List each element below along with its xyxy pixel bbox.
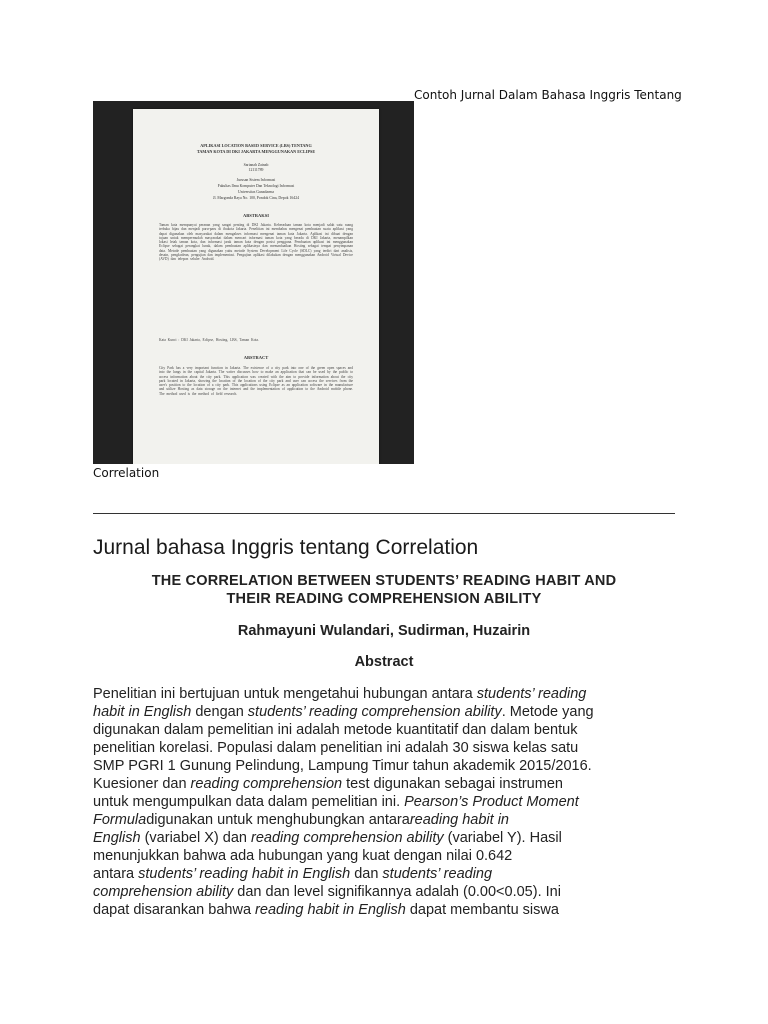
thumb-author: Sarianah Zainab — [243, 163, 269, 167]
thumb-author-id: 12111789 — [248, 168, 264, 172]
abstract-line-4: penelitian korelasi. Populasi dalam penelitian ini adalah 30 siswa kelas satu — [93, 740, 579, 756]
abstract-line-9: English (variabel X) dan reading comprehension ability (variabel Y). Hasil — [93, 830, 562, 846]
abstract-line-10: menunjukkan bahwa ada hubungan yang kuat dengan nilai 0.642 — [93, 848, 513, 864]
image-caption-top: Contoh Jurnal Dalam Bahasa Inggris Tentang — [414, 88, 682, 102]
thumb-title-line1: APLIKASI LOCATION BASED SERVICE (LBS) TENTANG — [200, 143, 312, 148]
thumb-abstract-heading: ABSTRACT — [243, 355, 269, 360]
thumb-dept: Jurusan Sistem Informasi — [236, 178, 276, 182]
journal-page-thumbnail — [133, 109, 379, 464]
paper-title-line2: THEIR READING COMPREHENSION ABILITY — [226, 591, 542, 607]
image-caption-bottom: Correlation — [93, 466, 160, 480]
page-title: Jurnal bahasa Inggris tentang Correlation — [93, 536, 479, 559]
paper-title-line1: THE CORRELATION BETWEEN STUDENTS’ READING HABIT AND — [151, 573, 617, 589]
abstract-line-11: antara students’ reading habit in English dan students’ reading — [93, 866, 493, 882]
paper-title — [93, 572, 675, 608]
abstract-line-2: habit in English dengan students’ reading comprehension ability. Metode yang — [93, 704, 594, 720]
journal-page-photo — [93, 101, 414, 464]
thumb-title-line2: TAMAN KOTA DI DKI JAKARTA MENGGUNAKAN ECLIPSE — [196, 149, 316, 154]
abstract-line-7: untuk mengumpulkan data dalam pemelitian ini. Pearson’s Product Moment — [93, 794, 579, 810]
paper-authors: Rahmayuni Wulandari, Sudirman, Huzairin — [237, 623, 531, 639]
abstract-heading: Abstract — [354, 654, 414, 670]
divider — [93, 513, 675, 514]
abstract-line-6: Kuesioner dan reading comprehension test digunakan sebagai instrumen — [93, 776, 563, 792]
abstract-line-5: SMP PGRI 1 Gunung Pelindung, Lampung Timur tahun akademik 2015/2016. — [93, 758, 592, 774]
thumb-faculty: Fakultas Ilmu Komputer Dan Teknologi Informasi — [217, 184, 295, 188]
abstract-line-1: Penelitian ini bertujuan untuk mengetahui hubungan antara students’ reading — [93, 686, 587, 702]
abstract-line-13: dapat disarankan bahwa reading habit in English dapat membantu siswa — [93, 902, 559, 918]
abstract-body — [93, 685, 683, 919]
thumb-abstraksi-text: Taman kota mempunyai peranan yang sangat penting di DKI Jakarta. Keberadaan taman kota menjadi salah satu ruang terbuka hijau dan menjadi paru-paru di ibukota Jakarta. Penelitian ini membahas mengenai pembuatan suatu aplikasi yang dapat digunakan oleh masyarakat dalam mengakses informasi mengenai taman kota Jakarta. Aplikasi ini dibuat dengan tujuan untuk mempermudah masyarakat dalam mencari informasi taman kota yang berada di DKI Jakarta, menampilkan lokasi letak taman kota, dan informasi jarak taman kota dengan posisi pengguna. Pembuatan aplikasi ini menggunakan Eclipse sebagai perangkat lunak, dalam pembuatan aplikasinya dan memanfaatkan Hosting sebagai tempat penyimpanan data. Metode pembuatan yang digunakan yaitu metode System Development Life Cycle (SDLC) yang terdiri dari analisis, desain, pengkodean, pengujian dan implementasi. Pengujian aplikasi dilakukan dengan menggunakan Android Virtual Device (AVD) dan telepon seluler Android. — [159, 223, 353, 262]
thumb-abstract-text: City Park has a very important function in Jakarta. The existence of a city park into one of the green open spaces and into the lungs in the capital Jakarta. The writer discusses how to make an application that can be used by the public to access information about the city park. This application was created with the aim to provide information about the city park located in Jakarta, showing the location of the location of the city park and user can access the services from the user's position to the location of a city park. This applications using Eclipse as an application software in the manufacture and utilize Hosting as data storage on the internet and the implementation of application to the Android mobile phone. The method used is the method of field research. — [159, 366, 353, 396]
thumb-university: Universitas Gunadarma — [238, 190, 274, 194]
thumb-keywords: Kata Kunci : DKI Jakarta, Eclipse, Hosting, LBS, Taman Kota. — [159, 338, 259, 342]
abstract-line-3: digunakan dalam pemelitian ini adalah metode kuantitatif dan dalam bentuk — [93, 722, 578, 738]
abstract-line-8: Formuladigunakan untuk menghubungkan antarareading habit in — [93, 812, 509, 828]
thumb-abstraksi-heading: ABSTRAKSI — [242, 213, 269, 218]
abstract-line-12: comprehension ability dan dan level signifikannya adalah (0.00<0.05). Ini — [93, 884, 561, 900]
thumb-address: Jl. Margonda Raya No. 100, Pondok Cina, Depok 16424 — [213, 196, 299, 200]
